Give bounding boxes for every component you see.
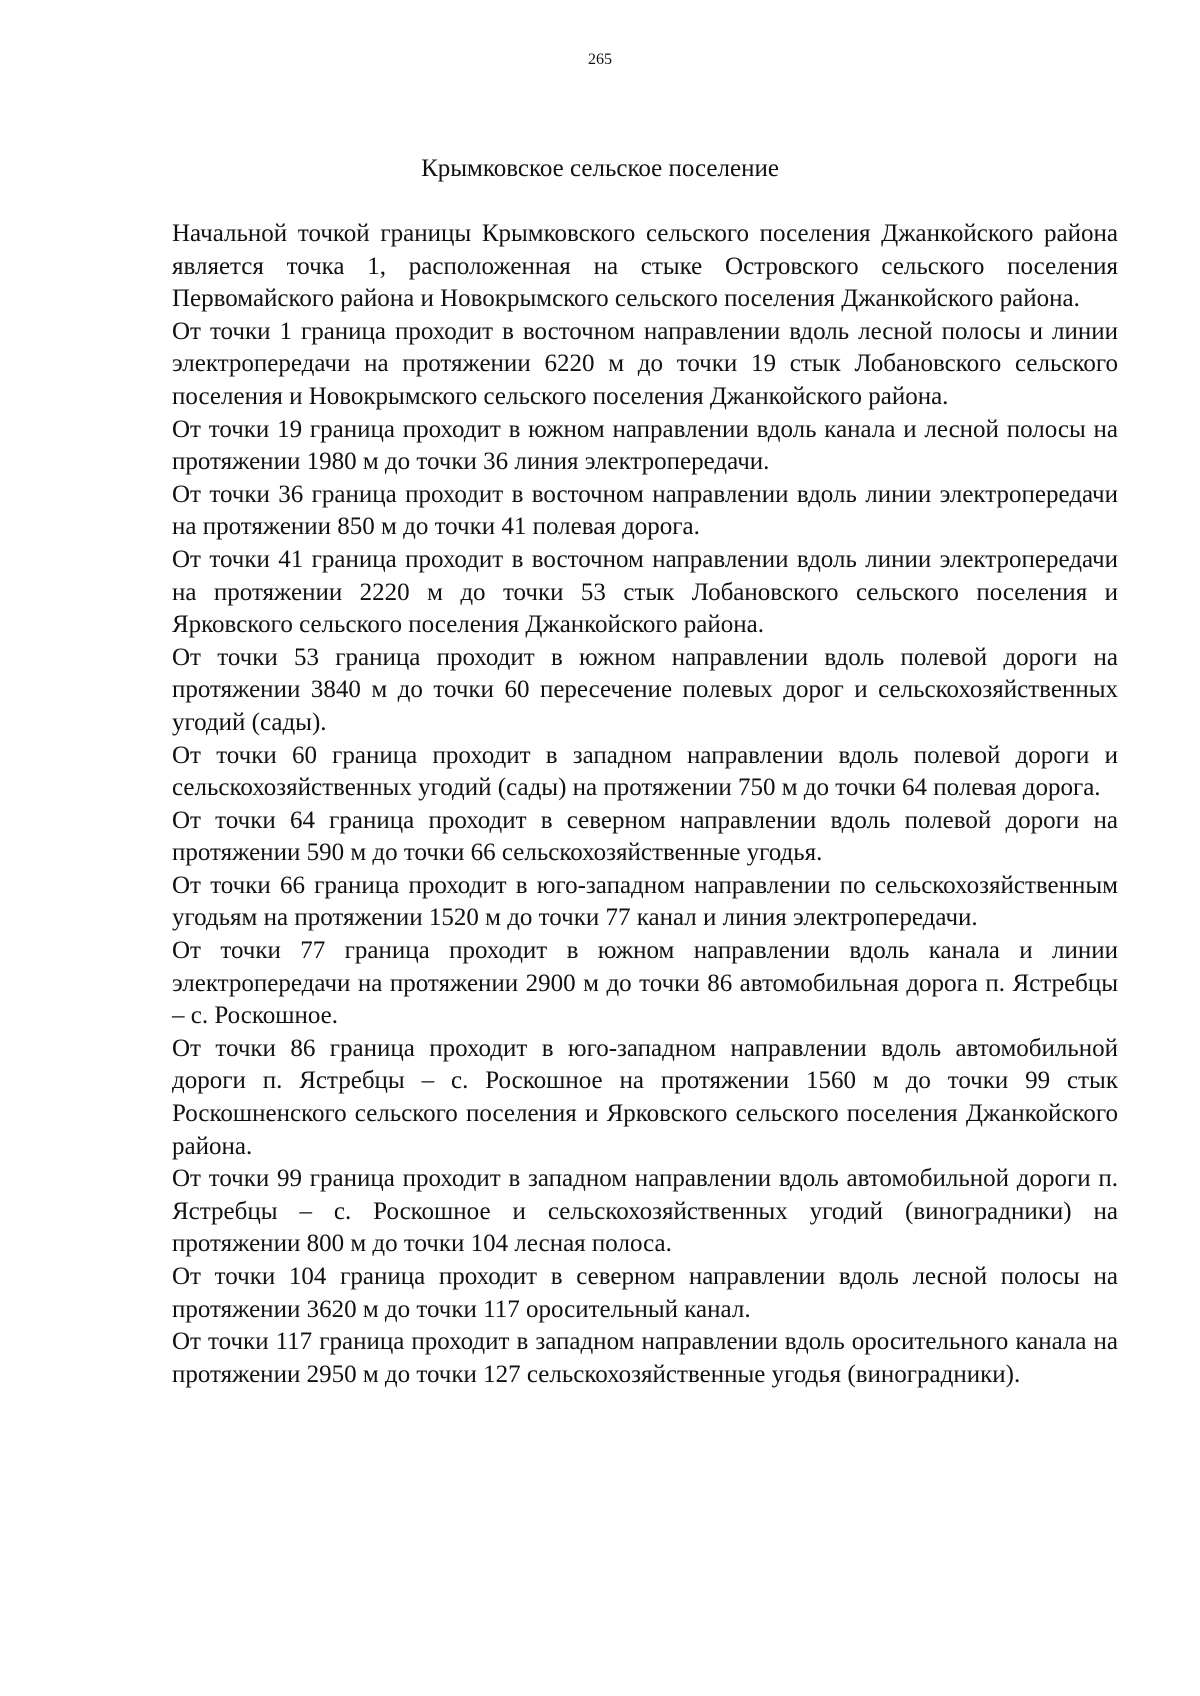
page-number: 265 [588, 51, 612, 68]
paragraph: От точки 53 граница проходит в южном направлении вдоль полевой дороги на протяжении 3840 м до точки 60 пересечение полевых дорог и сельскохозяйственных угодий (сады). [172, 643, 1118, 736]
paragraph: От точки 19 граница проходит в южном направлении вдоль канала и лесной полосы на протяжении 1980 м до точки 36 линия электропередачи. [172, 415, 1118, 476]
paragraph: От точки 77 граница проходит в южном направлении вдоль канала и линии электропередачи на протяжении 2900 м до точки 86 автомобильная дорога п. Ястребцы – с. Роскошное. [172, 937, 1118, 1030]
paragraph: От точки 66 граница проходит в юго-западном направлении по сельскохозяйственным угодьям на протяжении 1520 м до точки 77 канал и линия электропередачи. [172, 871, 1118, 932]
paragraph: От точки 104 граница проходит в северном направлении вдоль лесной полосы на протяжении 3620 м до точки 117 оросительный канал. [172, 1263, 1118, 1323]
paragraph: От точки 86 граница проходит в юго-западном направлении вдоль автомобильной дороги п. Ястребцы – с. Роскошное на протяжении 1560 м до точки 99 стык Роскошненского сельского поселения и Ярковского сельского поселения Джанкойского района. [172, 1034, 1118, 1160]
document-body [172, 218, 1118, 1391]
paragraph: От точки 99 граница проходит в западном направлении вдоль автомобильной дороги п. Ястребцы – с. Роскошное и сельскохозяйственных угодий (виноградники) на протяжении 800 м до точки 104 лесная полоса. [172, 1165, 1118, 1258]
page-title: Крымковское сельское поселение [421, 155, 779, 182]
paragraph: От точки 117 граница проходит в западном направлении вдоль оросительного канала на протяжении 2950 м до точки 127 сельскохозяйственные угодья (виноградники). [172, 1328, 1118, 1388]
paragraph: От точки 1 граница проходит в восточном направлении вдоль лесной полосы и линии электропередачи на протяжении 6220 м до точки 19 стык Лобановского сельского поселения и Новокрымского сельского поселения Джанкойского района. [172, 317, 1118, 410]
paragraph: От точки 41 граница проходит в восточном направлении вдоль линии электропередачи на протяжении 2220 м до точки 53 стык Лобановского сельского поселения и Ярковского сельского поселения Джанкойского района. [172, 545, 1118, 639]
paragraph: От точки 64 граница проходит в северном направлении вдоль полевой дороги на протяжении 590 м до точки 66 сельскохозяйственные угодья. [172, 806, 1118, 867]
paragraph: Начальной точкой границы Крымковского сельского поселения Джанкойского района является точка 1, расположенная на стыке Островского сельского поселения Первомайского района и Новокрымского сельского поселения Джанкойского района. [172, 220, 1118, 313]
paragraph: От точки 60 граница проходит в западном направлении вдоль полевой дороги и сельскохозяйственных угодий (сады) на протяжении 750 м до точки 64 полевая дорога. [172, 741, 1118, 802]
paragraph: От точки 36 граница проходит в восточном направлении вдоль линии электропередачи на протяжении 850 м до точки 41 полевая дорога. [172, 480, 1118, 541]
